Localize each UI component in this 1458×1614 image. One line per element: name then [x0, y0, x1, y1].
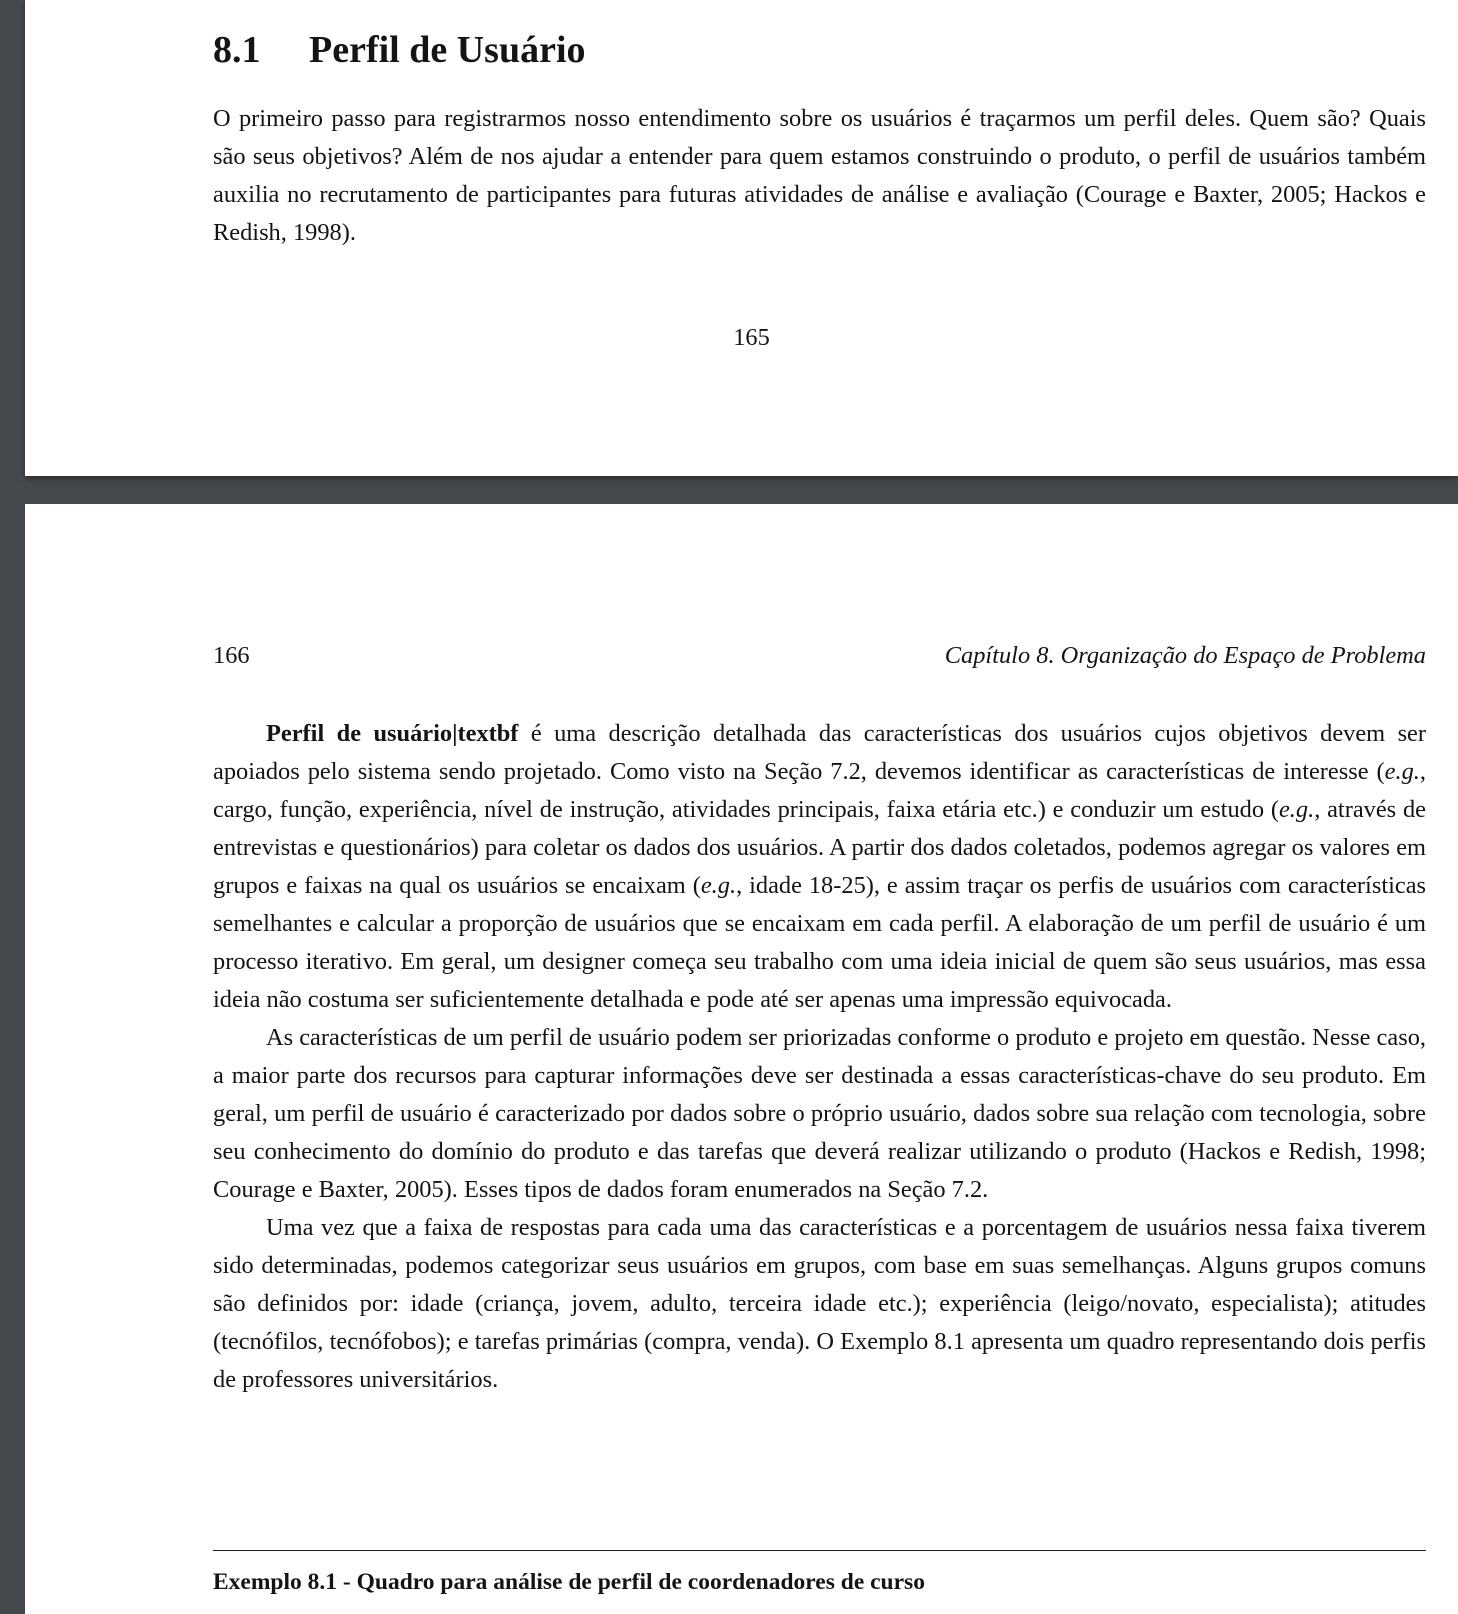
- pdf-page-166: [25, 504, 1458, 1614]
- example-divider: [213, 1550, 1426, 1551]
- defined-term: Perfil de usuário|textbf: [266, 720, 519, 747]
- paragraph-text: , através de entrevistas e questionários) para coletar os dados dos usuários. A partir dos dados coletados, podemos agregar os valores em grupos e faixas na qual os usuários se encaixam (: [213, 796, 1426, 899]
- pdf-page-165: [25, 0, 1458, 476]
- running-head: [213, 638, 1426, 674]
- intro-paragraph: O primeiro passo para registrarmos nosso entendimento sobre os usuários é traçarmos um perfil deles. Quem são? Quais são seus objetivos? Além de nos ajudar a entender para quem estamos construindo o produto, o perfil de usuários também auxilia no recrutamento de participantes para futuras atividades de análise e avaliação (Courage e Baxter, 2005; Hackos e Redish, 1998).: [213, 105, 1426, 246]
- example-title: Exemplo 8.1 - Quadro para análise de perfil de coordenadores de curso: [213, 1569, 925, 1595]
- section-heading: [213, 27, 1426, 73]
- abbreviation-eg: e.g.: [1384, 758, 1420, 785]
- section-title: Perfil de Usuário: [309, 29, 586, 71]
- paragraph-text: é uma descrição detalhada das características dos usuários cujos objetivos devem ser apoiados pelo sistema sendo projetado. Como visto na Seção 7.2, devemos identificar as características de interesse (: [213, 720, 1427, 785]
- paragraph-priorities: As características de um perfil de usuário podem ser priorizadas conforme o produto e projeto em questão. Nesse caso, a maior parte dos recursos para capturar informações deve ser destinada a essas características-chave do seu produto. Em geral, um perfil de usuário é caracterizado por dados sobre o próprio usuário, dados sobre sua relação com tecnologia, sobre seu conhecimento do domínio do produto e das tarefas que deverá realizar utilizando o produto (Hackos e Redish, 1998; Courage e Baxter, 2005). Esses tipos de dados foram enumerados na Seção 7.2.: [213, 1024, 1426, 1203]
- abbreviation-eg: e.g.: [1278, 796, 1315, 823]
- abbreviation-eg: e.g.: [700, 872, 737, 899]
- running-head-chapter: Capítulo 8. Organização do Espaço de Problema: [944, 642, 1426, 669]
- paragraph-groups: Uma vez que a faixa de respostas para cada uma das características e a porcentagem de usuários nessa faixa tiverem sido determinadas, podemos categorizar seus usuários em grupos, com base em suas semelhanças. Alguns grupos comuns são definidos por: idade (criança, jovem, adulto, terceira idade etc.); experiência (leigo/novato, especialista); atitudes (tecnófilos, tecnófobos); e tarefas primárias (compra, venda). O Exemplo 8.1 apresenta um quadro representando dois perfis de professores universitários.: [213, 1214, 1426, 1393]
- page-number-footer: 165: [733, 324, 770, 351]
- section-number: 8.1: [213, 29, 261, 71]
- running-head-page-number: 166: [213, 642, 250, 669]
- paragraph-text: , cargo, função, experiência, nível de instrução, atividades principais, faixa etária etc.) e conduzir um estudo (: [213, 758, 1426, 823]
- body-text: [213, 715, 1426, 1399]
- paragraph-definition: [213, 715, 1426, 1019]
- paragraph-text: , idade 18-25), e assim traçar os perfis de usuários com características semelhantes e calcular a proporção de usuários que se encaixam em cada perfil. A elaboração de um perfil de usuário é um processo iterativo. Em geral, um designer começa seu trabalho com uma ideia inicial de quem são seus usuários, mas essa ideia não costuma ser suficientemente detalhada e pode até ser apenas uma impressão equivocada.: [213, 872, 1427, 1013]
